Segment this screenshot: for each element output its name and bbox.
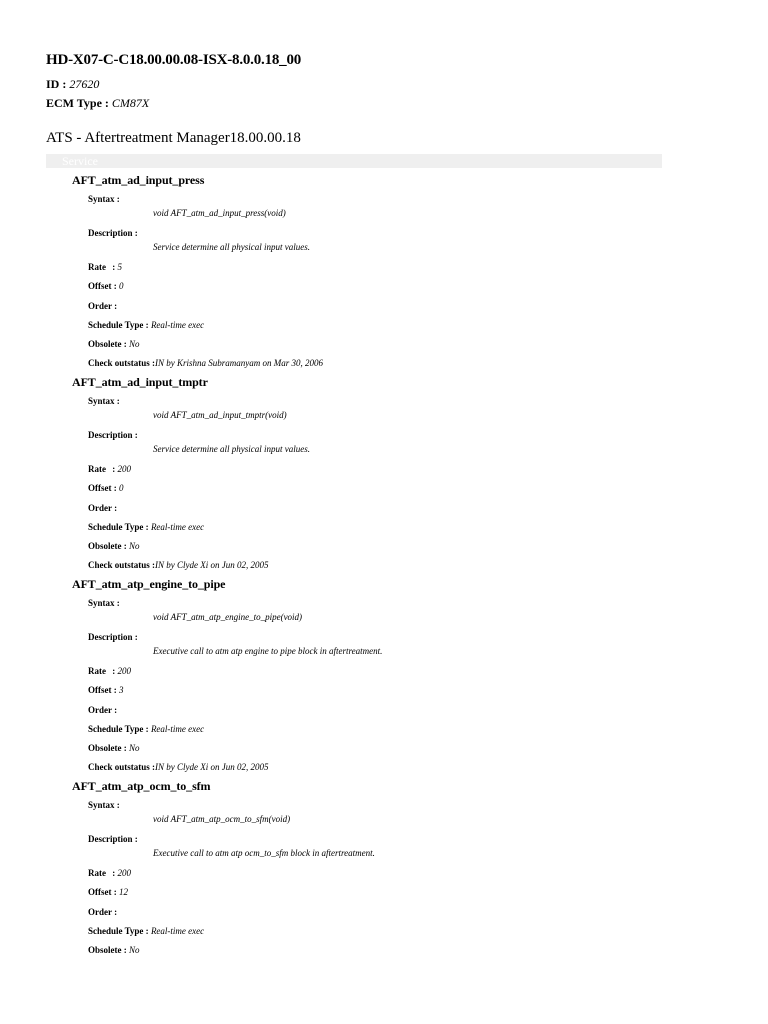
rate-value: 5 <box>117 262 122 272</box>
rate-row <box>88 464 131 474</box>
description-value: Service determine all physical input values. <box>153 444 310 454</box>
check-outstatus-value: IN by Clyde Xi on Jun 02, 2005 <box>155 560 269 570</box>
rate-colon: : <box>112 262 116 272</box>
schedule-type-label: Schedule Type : <box>88 724 149 734</box>
schedule-type-value: Real-time exec <box>150 926 205 936</box>
check-outstatus-row <box>88 358 323 368</box>
ecm-type-value: CM87X <box>111 96 150 110</box>
ecm-type-label: ECM Type : <box>46 96 109 110</box>
rate-colon: : <box>112 464 116 474</box>
check-outstatus-label: Check outstatus : <box>88 762 156 772</box>
offset-value: 3 <box>119 685 124 695</box>
ecm-type-line <box>46 96 149 111</box>
obsolete-value: No <box>129 743 140 753</box>
obsolete-value: No <box>129 541 140 551</box>
id-line <box>46 77 99 92</box>
syntax-label: Syntax : <box>88 194 120 204</box>
syntax-value: void AFT_atm_ad_input_tmptr(void) <box>153 410 287 420</box>
rate-colon: : <box>112 868 116 878</box>
order-row <box>88 907 117 917</box>
schedule-type-label: Schedule Type : <box>88 320 149 330</box>
rate-row <box>88 262 122 272</box>
offset-value: 0 <box>119 483 124 493</box>
check-outstatus-row <box>88 560 269 570</box>
offset-label: Offset : <box>88 483 117 493</box>
section-bar <box>46 154 662 168</box>
order-label: Order : <box>88 301 118 311</box>
description-row <box>88 632 138 642</box>
syntax-value: void AFT_atm_atp_ocm_to_sfm(void) <box>153 814 291 824</box>
order-row <box>88 503 117 513</box>
obsolete-row <box>88 945 140 955</box>
syntax-label: Syntax : <box>88 396 120 406</box>
description-row <box>88 834 138 844</box>
offset-label: Offset : <box>88 685 117 695</box>
service-name: AFT_atm_ad_input_press <box>72 173 205 187</box>
obsolete-label: Obsolete : <box>88 541 127 551</box>
syntax-value: void AFT_atm_ad_input_press(void) <box>153 208 286 218</box>
offset-row <box>88 887 128 897</box>
syntax-value: void AFT_atm_atp_engine_to_pipe(void) <box>153 612 303 622</box>
order-label: Order : <box>88 705 118 715</box>
service-name: AFT_atm_atp_ocm_to_sfm <box>72 779 211 793</box>
description-label: Description : <box>88 430 138 440</box>
schedule-type-value: Real-time exec <box>150 724 205 734</box>
rate-label: Rate <box>88 666 106 676</box>
offset-row <box>88 483 124 493</box>
check-outstatus-row <box>88 762 269 772</box>
rate-label: Rate <box>88 262 106 272</box>
schedule-type-row <box>88 522 204 532</box>
description-label: Description : <box>88 228 138 238</box>
schedule-type-row <box>88 320 204 330</box>
order-label: Order : <box>88 907 118 917</box>
schedule-type-value: Real-time exec <box>150 522 205 532</box>
schedule-type-label: Schedule Type : <box>88 522 149 532</box>
description-label: Description : <box>88 632 138 642</box>
description-row <box>88 430 138 440</box>
obsolete-value: No <box>129 945 140 955</box>
syntax-row <box>88 800 120 810</box>
rate-colon: : <box>112 666 116 676</box>
check-outstatus-value: IN by Clyde Xi on Jun 02, 2005 <box>155 762 269 772</box>
section-label: Service <box>62 154 98 168</box>
schedule-type-row <box>88 724 204 734</box>
description-value: Executive call to atm atp ocm_to_sfm block in aftertreatment. <box>153 848 375 858</box>
description-value: Service determine all physical input values. <box>153 242 310 252</box>
rate-label: Rate <box>88 868 106 878</box>
obsolete-label: Obsolete : <box>88 945 127 955</box>
schedule-type-label: Schedule Type : <box>88 926 149 936</box>
obsolete-label: Obsolete : <box>88 339 127 349</box>
id-label: ID : <box>46 77 67 91</box>
schedule-type-row <box>88 926 204 936</box>
offset-label: Offset : <box>88 887 117 897</box>
offset-label: Offset : <box>88 281 117 291</box>
rate-value: 200 <box>117 868 131 878</box>
id-value: 27620 <box>69 77 100 91</box>
syntax-label: Syntax : <box>88 800 120 810</box>
order-row <box>88 705 117 715</box>
description-row <box>88 228 138 238</box>
rate-row <box>88 666 131 676</box>
offset-value: 12 <box>119 887 128 897</box>
syntax-label: Syntax : <box>88 598 120 608</box>
description-label: Description : <box>88 834 138 844</box>
module-title: ATS - Aftertreatment Manager18.00.00.18 <box>46 130 301 146</box>
syntax-row <box>88 396 120 406</box>
rate-value: 200 <box>117 464 131 474</box>
document-title: HD-X07-C-C18.00.00.08-ISX-8.0.0.18_00 <box>46 52 302 68</box>
offset-value: 0 <box>119 281 124 291</box>
syntax-row <box>88 598 120 608</box>
obsolete-row <box>88 541 140 551</box>
rate-row <box>88 868 131 878</box>
schedule-type-value: Real-time exec <box>150 320 205 330</box>
description-value: Executive call to atm atp engine to pipe block in aftertreatment. <box>153 646 383 656</box>
rate-value: 200 <box>117 666 131 676</box>
service-name: AFT_atm_atp_engine_to_pipe <box>72 577 226 591</box>
order-label: Order : <box>88 503 118 513</box>
syntax-row <box>88 194 120 204</box>
rate-label: Rate <box>88 464 106 474</box>
offset-row <box>88 685 124 695</box>
check-outstatus-label: Check outstatus : <box>88 560 156 570</box>
obsolete-value: No <box>129 339 140 349</box>
check-outstatus-label: Check outstatus : <box>88 358 156 368</box>
offset-row <box>88 281 124 291</box>
service-name: AFT_atm_ad_input_tmptr <box>72 375 208 389</box>
check-outstatus-value: IN by Krishna Subramanyam on Mar 30, 2006 <box>155 358 324 368</box>
obsolete-row <box>88 339 140 349</box>
obsolete-label: Obsolete : <box>88 743 127 753</box>
obsolete-row <box>88 743 140 753</box>
order-row <box>88 301 117 311</box>
